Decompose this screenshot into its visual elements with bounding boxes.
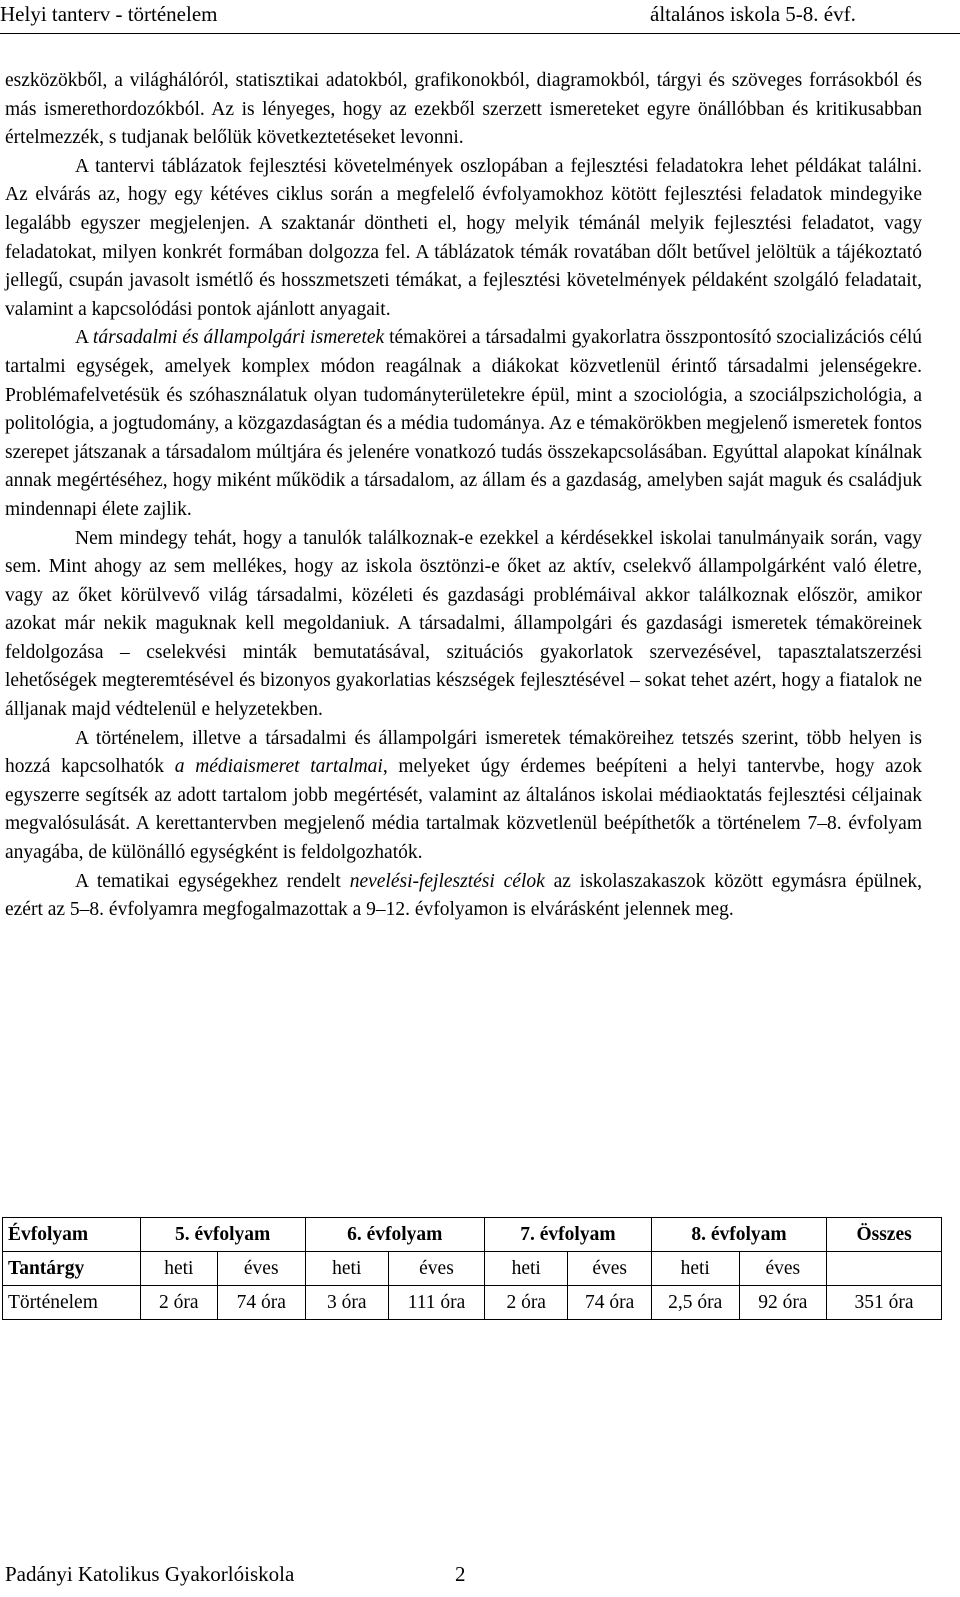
table-cell: 6. évfolyam: [305, 1218, 484, 1252]
table-cell: Történelem: [3, 1286, 141, 1320]
text-run: témakörei a társadalmi gyakorlatra összpontosító szocializációs célú tartalmi egységek, amelyek komplex módon reagálnak a diákokat közvetlenül érintő társadalmi jelenségekre. Problémafelvetésük és szóhasználatuk olyan tudományterületekre épül, mint a szociológia, a szociálpszichológia, a politológia, a jogtudomány, a közgazdaságtan és a média tudománya. Az e témakörökben megjelenő ismeretek fontos szerepet játszanak a társadalom múltjára és jelenére vonatkozó tudás összekapcsolásában. Egyúttal alapokat kínálnak annak megértéséhez, hogy miként működik a társadalom, az állam és a gazdaság, amelyben saját maguk és családjuk mindennapi élete zajlik.: [5, 327, 922, 520]
table-cell: 111 óra: [389, 1286, 485, 1320]
italic-phrase: társadalmi és állampolgári ismeretek: [92, 327, 385, 349]
text-run: A tematikai egységekhez rendelt: [75, 870, 350, 892]
header-rule: [0, 33, 960, 34]
table-cell: 7. évfolyam: [484, 1218, 651, 1252]
table-cell: 2,5 óra: [651, 1286, 739, 1320]
header-title: Helyi tanterv - történelem: [0, 2, 218, 26]
table-cell: éves: [568, 1252, 651, 1286]
header-subtitle: általános iskola 5-8. évf.: [650, 2, 856, 26]
table-cell: heti: [305, 1252, 388, 1286]
table-cell: Évfolyam: [3, 1218, 141, 1252]
table-row-header: [3, 1218, 942, 1252]
paragraph: [5, 725, 922, 868]
text-run: , melyeket úgy érdemes beépíteni a helyi tantervbe, hogy azok egyszerre segítsék az adott tartalom jobb megértését, valamint az általános iskolai médiaoktatás fejlesztési céljainak megvalósulását. A kerettantervben megjelenő média tartalmak közvetlenül beépíthetők a történelem 7–8. évfolyam anyagába, de különálló egységként is feldolgozhatók.: [5, 756, 922, 864]
italic-phrase: nevelési-fejlesztési célok: [349, 870, 545, 892]
table-cell: heti: [484, 1252, 567, 1286]
paragraph: [5, 868, 922, 925]
text-run: A: [75, 327, 93, 349]
italic-phrase: a médiaismeret tartalmai: [174, 756, 383, 778]
table-cell: Összes: [827, 1218, 942, 1252]
table-row-data: [3, 1286, 942, 1320]
table-cell: 351 óra: [827, 1286, 942, 1320]
text-run: az iskolaszakaszok között egymásra épülnek, ezért az 5–8. évfolyamra megfogalmazottak a 9–12. évfolyamon is elvárásként jelennek meg.: [5, 870, 922, 921]
page-header: [0, 2, 960, 32]
hours-table: [2, 1217, 942, 1320]
text-run: A tantervi táblázatok fejlesztési követelmények oszlopában a fejlesztési feladatokra lehet példákat találni. Az elvárás az, hogy egy kétéves ciklus során a megfelelő évfolyamokhoz kötött fejlesztési feladatok mindegyike legalább egyszer megjelenjen. A szaktanár döntheti el, hogy melyik témánál melyik fejlesztési feladatot, vagy feladatokat, milyen konkrét formában dolgozza fel. A táblázatok témák rovatában dőlt betűvel jelöltük a tájékoztató jellegű, csupán javasolt ismétlő és hosszmetszeti témákat, a fejlesztési követelmények példaként szolgáló feladatait, valamint a kapcsolódási pontok ajánlott anyagait.: [5, 155, 922, 320]
table-cell: 74 óra: [568, 1286, 651, 1320]
table-cell: Tantárgy: [3, 1252, 141, 1286]
table-cell: 92 óra: [739, 1286, 827, 1320]
text-run: A történelem, illetve a társadalmi és állampolgári ismeretek témaköreihez tetszés szerint, több helyen is hozzá kapcsolhatók: [5, 727, 922, 778]
page-number: 2: [455, 1562, 466, 1586]
table-cell: 5. évfolyam: [140, 1218, 305, 1252]
table-cell: heti: [651, 1252, 739, 1286]
table-cell: éves: [739, 1252, 827, 1286]
paragraph: [5, 67, 922, 153]
table-cell: 3 óra: [305, 1286, 388, 1320]
table-row-subheader: [3, 1252, 942, 1286]
paragraph: [5, 153, 922, 325]
body-text: [5, 67, 922, 925]
table-cell: heti: [140, 1252, 217, 1286]
table-cell: éves: [217, 1252, 305, 1286]
paragraph: [5, 525, 922, 725]
table-cell: éves: [389, 1252, 485, 1286]
paragraph: [5, 324, 922, 524]
page-footer: [5, 1562, 466, 1587]
table-cell: [827, 1252, 942, 1286]
table-cell: 2 óra: [484, 1286, 567, 1320]
table-cell: 2 óra: [140, 1286, 217, 1320]
text-run: Nem mindegy tehát, hogy a tanulók találkoznak-e ezekkel a kérdésekkel iskolai tanulmányaik során, vagy sem. Mint ahogy az sem mellékes, hogy az iskola ösztönzi-e őket az aktív, cselekvő állampolgárként való életre, vagy az őket körülvevő világ társadalmi, közéleti és gazdasági problémáival akkor találkoznak először, amikor azokat már nekik maguknak kell megoldaniuk. A társadalmi, állampolgári és gazdasági ismeretek témaköreinek feldolgozása – cselekvési minták bemutatásával, szituációs gyakorlatok szervezésével, tapasztalatszerzési lehetőségek megteremtésével és bizonyos gyakorlatias készségek fejlesztésével – sokat tehet azért, hogy a fiatalok ne álljanak majd védtelenül e helyzetekben.: [5, 527, 922, 721]
text-run: eszközökből, a világhálóról, statisztikai adatokból, grafikonokból, diagramokból, tárgyi és szöveges forrásokból és más ismerethordozókból. Az is lényeges, hogy az ezekből szerzett ismereteket egyre önállóbban és kritikusabban értelmezzék, s tudjanak belőlük következtetéseket levonni.: [5, 70, 922, 149]
table-cell: 8. évfolyam: [651, 1218, 826, 1252]
footer-school: Padányi Katolikus Gyakorlóiskola: [5, 1562, 295, 1586]
table-cell: 74 óra: [217, 1286, 305, 1320]
